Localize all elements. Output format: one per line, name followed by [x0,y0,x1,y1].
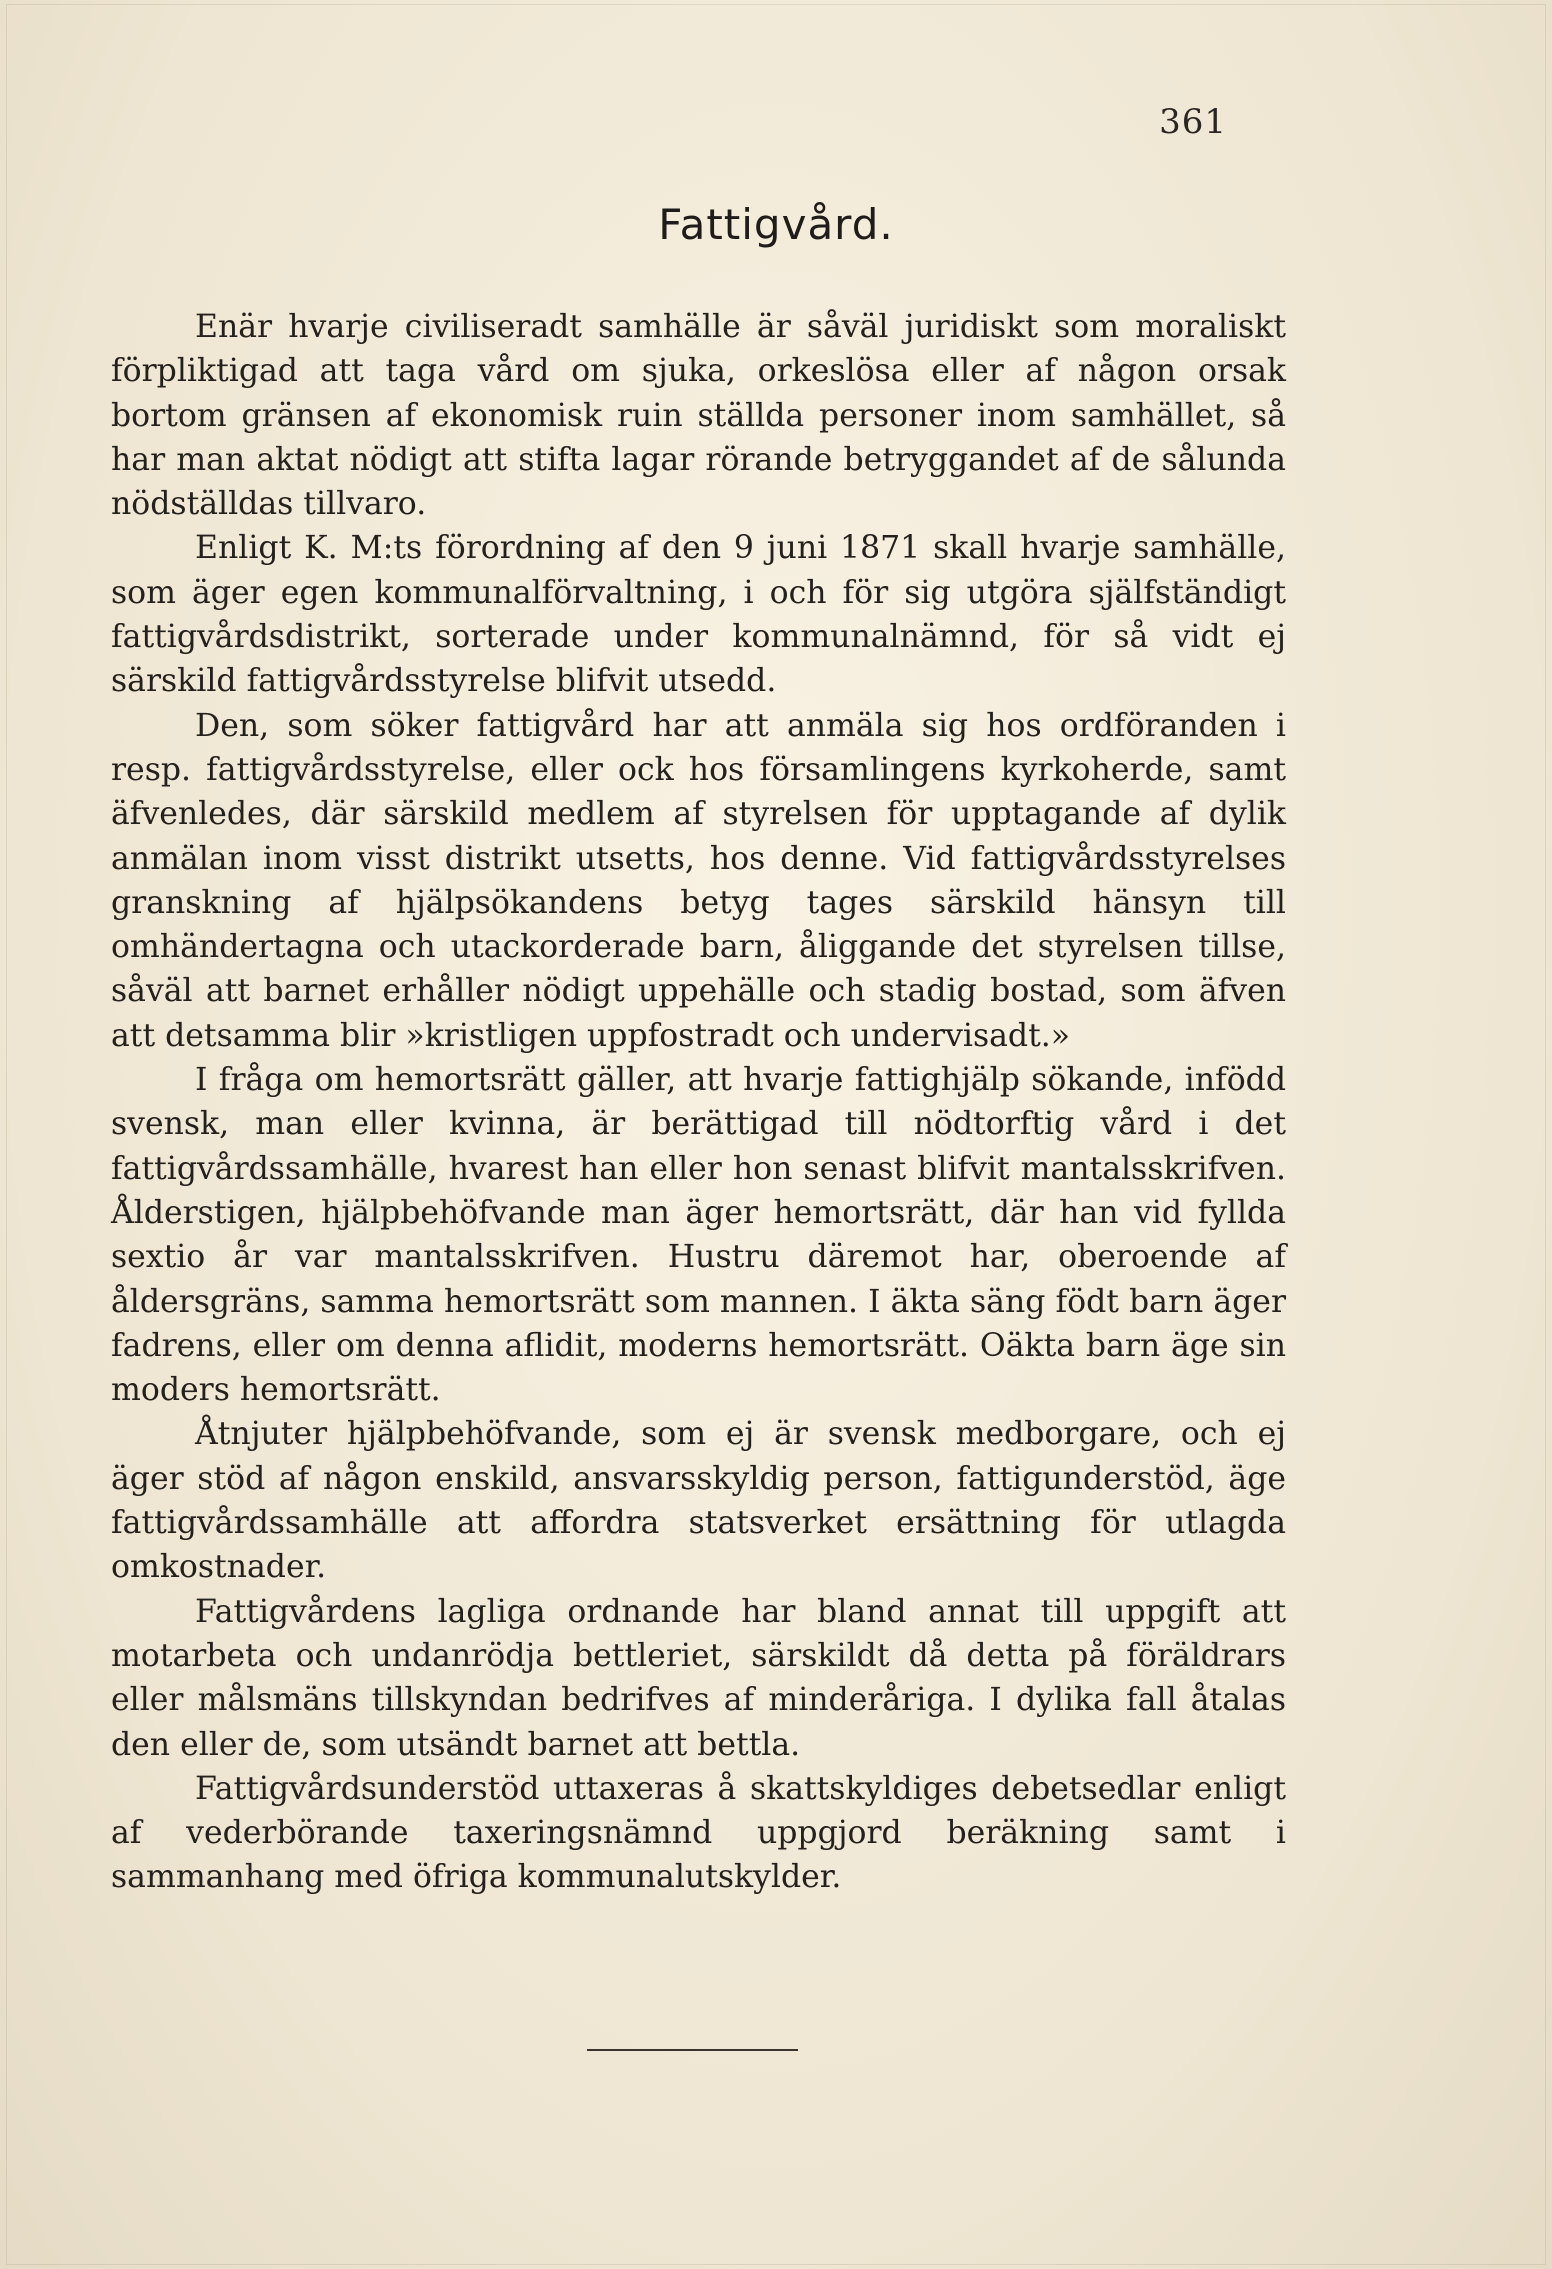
body-text [111,305,1286,1900]
paragraph: Fattigvårdsunderstöd uttaxeras å skattskyldiges debetsedlar enligt af vederbörande taxeringsnämnd uppgjord beräkning samt i sammanhang med öfriga kommunalutskylder. [111,1770,1286,1896]
paragraph: Enär hvarje civiliseradt samhälle är såväl juridiskt som moraliskt förpliktigad att taga vård om sjuka, orkeslösa eller af någon orsak bortom gränsen af ekonomisk ruin ställda personer inom samhället, så har man aktat nödigt att stifta lagar rörande betryggandet af de sålunda nödställdas tillvaro. [111,309,1286,523]
paragraph: Fattigvårdens lagliga ordnande har bland annat till uppgift att motarbeta och undanrödja bettleriet, särskildt då detta på föräldrars eller målsmäns tillskyndan bedrifves af minderåriga. I dylika fall åtalas den eller de, som utsändt barnet att bettla. [111,1593,1286,1763]
paragraph: Enligt K. M:ts förordning af den 9 juni 1871 skall hvarje samhälle, som äger egen kommunalförvaltning, i och för sig utgöra själfständigt fattigvårdsdistrikt, sorterade under kommunalnämnd, för så vidt ej särskild fattigvårdsstyrelse blifvit utsedd. [111,530,1286,700]
page-number: 361 [1159,102,1227,142]
section-end-rule [587,2049,798,2051]
page-title: Fattigvård. [658,200,894,249]
paragraph: Den, som söker fattigvård har att anmäla sig hos ordföranden i resp. fattigvårdsstyrelse, eller ock hos församlingens kyrkoherde, samt äfvenledes, där särskild medlem af styrelsen för upptagande af dylik anmälan inom visst distrikt utsetts, hos denne. Vid fattigvårdsstyrelses granskning af hjälpsökandens betyg tages särskild hänsyn till omhändertagna och utackorderade barn, åliggande det styrelsen tillse, såväl att barnet erhåller nödigt uppehälle och stadig bostad, som äfven att detsamma blir »kristligen uppfostradt och undervisadt.» [111,707,1286,1054]
paragraph: Åtnjuter hjälpbehöfvande, som ej är svensk medborgare, och ej äger stöd af någon enskild, ansvarsskyldig person, fattigunderstöd, äge fattigvårdssamhälle att affordra statsverket ersättning för utlagda omkostnader. [111,1416,1286,1586]
paragraph: I fråga om hemortsrätt gäller, att hvarje fattighjälp sökande, infödd svensk, man eller kvinna, är berättigad till nödtorftig vård i det fattigvårdssamhälle, hvarest han eller hon senast blifvit mantalsskrifven. Ålderstigen, hjälpbehöfvande man äger hemortsrätt, där han vid fyllda sextio år var mantalsskrifven. Hustru däremot har, oberoende af åldersgräns, samma hemortsrätt som mannen. I äkta säng födt barn äger fadrens, eller om denna aflidit, moderns hemortsrätt. Oäkta barn äge sin moders hemortsrätt. [111,1062,1286,1409]
